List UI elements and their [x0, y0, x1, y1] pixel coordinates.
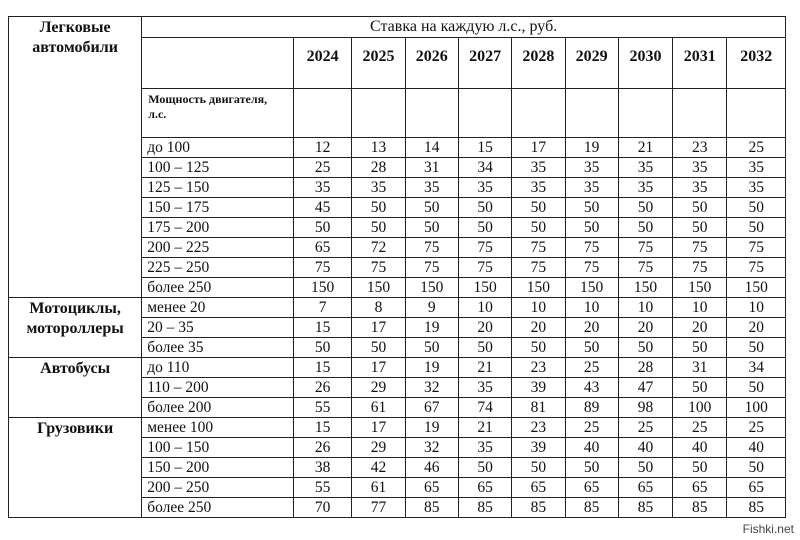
rate-value: 40 — [618, 438, 672, 458]
rate-value: 75 — [727, 258, 786, 278]
rate-value: 75 — [512, 258, 565, 278]
rate-value: 21 — [458, 418, 511, 438]
rate-value: 21 — [618, 138, 672, 158]
rate-value: 150 — [293, 278, 351, 298]
rate-value: 35 — [565, 178, 618, 198]
rate-value: 35 — [727, 178, 786, 198]
rate-value: 28 — [618, 358, 672, 378]
rate-value: 50 — [673, 218, 727, 238]
rate-value: 19 — [565, 138, 618, 158]
category-cell: Грузовики — [9, 418, 142, 518]
blank-cell — [352, 89, 405, 138]
rate-value: 25 — [727, 138, 786, 158]
rate-value: 28 — [352, 158, 405, 178]
rate-value: 10 — [727, 298, 786, 318]
rate-value: 85 — [673, 498, 727, 518]
rate-value: 75 — [405, 238, 458, 258]
category-cell: Легковые автомобили — [9, 17, 142, 298]
rate-value: 50 — [673, 338, 727, 358]
rate-value: 29 — [352, 438, 405, 458]
rate-value: 50 — [727, 458, 786, 478]
rate-value: 19 — [405, 418, 458, 438]
rate-value: 35 — [673, 158, 727, 178]
power-label: Мощность двигателя, л.с. — [142, 89, 294, 138]
rate-value: 85 — [458, 498, 511, 518]
rate-value: 47 — [618, 378, 672, 398]
rate-value: 150 — [673, 278, 727, 298]
rate-value: 34 — [727, 358, 786, 378]
rate-value: 75 — [565, 238, 618, 258]
rate-value: 23 — [673, 138, 727, 158]
rate-value: 39 — [512, 438, 565, 458]
rate-value: 12 — [293, 138, 351, 158]
rate-value: 50 — [458, 198, 511, 218]
rate-value: 65 — [673, 478, 727, 498]
rate-value: 20 — [512, 318, 565, 338]
rate-value: 75 — [293, 258, 351, 278]
rate-value: 40 — [727, 438, 786, 458]
table-row — [9, 358, 786, 378]
power-range: 200 – 225 — [142, 238, 294, 258]
rate-value: 150 — [458, 278, 511, 298]
rate-value: 75 — [673, 238, 727, 258]
rate-value: 50 — [293, 338, 351, 358]
rate-value: 75 — [458, 238, 511, 258]
year-header: 2025 — [352, 38, 405, 89]
rate-value: 20 — [458, 318, 511, 338]
rate-value: 65 — [293, 238, 351, 258]
rate-value: 70 — [293, 498, 351, 518]
rate-value: 26 — [293, 438, 351, 458]
power-range: 100 – 150 — [142, 438, 294, 458]
rate-value: 85 — [405, 498, 458, 518]
rate-value: 8 — [352, 298, 405, 318]
watermark: Fishki.net — [742, 522, 794, 536]
rate-value: 77 — [352, 498, 405, 518]
rate-value: 150 — [565, 278, 618, 298]
rate-value: 35 — [512, 178, 565, 198]
rate-value: 35 — [512, 158, 565, 178]
rate-value: 50 — [458, 218, 511, 238]
rate-value: 25 — [565, 418, 618, 438]
rate-value: 19 — [405, 358, 458, 378]
power-range: 100 – 125 — [142, 158, 294, 178]
rate-value: 19 — [405, 318, 458, 338]
rate-value: 15 — [458, 138, 511, 158]
rate-value: 29 — [352, 378, 405, 398]
rate-value: 14 — [405, 138, 458, 158]
blank-cell — [618, 89, 672, 138]
rate-value: 25 — [565, 358, 618, 378]
rate-value: 50 — [293, 218, 351, 238]
rate-value: 50 — [512, 338, 565, 358]
rate-value: 100 — [727, 398, 786, 418]
rate-value: 45 — [293, 198, 351, 218]
rate-value: 50 — [565, 458, 618, 478]
year-header: 2032 — [727, 38, 786, 89]
rate-value: 9 — [405, 298, 458, 318]
blank-cell — [293, 89, 351, 138]
category-cell: Мотоциклы, мотороллеры — [9, 298, 142, 358]
table-row — [9, 418, 786, 438]
rate-value: 35 — [458, 178, 511, 198]
power-range: 225 – 250 — [142, 258, 294, 278]
rate-value: 50 — [565, 198, 618, 218]
rate-value: 50 — [618, 198, 672, 218]
rate-value: 50 — [458, 458, 511, 478]
rate-value: 50 — [618, 338, 672, 358]
rate-value: 150 — [405, 278, 458, 298]
year-header: 2031 — [673, 38, 727, 89]
rate-value: 32 — [405, 378, 458, 398]
rate-value: 61 — [352, 398, 405, 418]
rate-value: 35 — [352, 178, 405, 198]
rate-value: 65 — [405, 478, 458, 498]
rate-value: 17 — [352, 318, 405, 338]
blank-cell — [727, 89, 786, 138]
power-range: менее 20 — [142, 298, 294, 318]
rate-value: 55 — [293, 398, 351, 418]
blank-cell — [512, 89, 565, 138]
rate-value: 65 — [565, 478, 618, 498]
rate-value: 23 — [512, 418, 565, 438]
power-range: 200 – 250 — [142, 478, 294, 498]
rate-value: 34 — [458, 158, 511, 178]
rate-title: Ставка на каждую л.с., руб. — [142, 17, 786, 38]
rate-value: 75 — [458, 258, 511, 278]
rate-value: 17 — [512, 138, 565, 158]
rate-value: 35 — [618, 178, 672, 198]
year-header: 2027 — [458, 38, 511, 89]
rate-value: 65 — [618, 478, 672, 498]
rate-value: 35 — [405, 178, 458, 198]
rate-value: 75 — [618, 258, 672, 278]
rate-value: 35 — [673, 178, 727, 198]
rate-value: 21 — [458, 358, 511, 378]
rate-value: 35 — [458, 438, 511, 458]
blank-cell — [405, 89, 458, 138]
power-range: 150 – 200 — [142, 458, 294, 478]
rate-value: 20 — [727, 318, 786, 338]
power-range: до 100 — [142, 138, 294, 158]
rate-value: 50 — [405, 198, 458, 218]
rate-value: 25 — [727, 418, 786, 438]
year-header: 2026 — [405, 38, 458, 89]
rate-value: 35 — [618, 158, 672, 178]
rate-value: 43 — [565, 378, 618, 398]
rate-value: 75 — [673, 258, 727, 278]
blank-header-cell — [142, 38, 294, 89]
power-range: более 250 — [142, 278, 294, 298]
table-body — [9, 17, 786, 518]
table-row — [9, 298, 786, 318]
rate-value: 61 — [352, 478, 405, 498]
year-header: 2024 — [293, 38, 351, 89]
power-range: 125 – 150 — [142, 178, 294, 198]
rate-value: 7 — [293, 298, 351, 318]
rate-value: 55 — [293, 478, 351, 498]
rate-value: 13 — [352, 138, 405, 158]
rate-value: 26 — [293, 378, 351, 398]
rate-value: 75 — [352, 258, 405, 278]
rate-value: 72 — [352, 238, 405, 258]
rate-value: 50 — [618, 458, 672, 478]
power-range: 20 – 35 — [142, 318, 294, 338]
rate-value: 20 — [673, 318, 727, 338]
rate-value: 32 — [405, 438, 458, 458]
power-range: 110 – 200 — [142, 378, 294, 398]
rate-value: 15 — [293, 358, 351, 378]
rate-value: 74 — [458, 398, 511, 418]
category-cell: Автобусы — [9, 358, 142, 418]
rate-value: 150 — [618, 278, 672, 298]
rate-value: 50 — [512, 458, 565, 478]
rate-value: 65 — [727, 478, 786, 498]
rate-value: 20 — [618, 318, 672, 338]
rate-value: 75 — [565, 258, 618, 278]
rate-value: 10 — [618, 298, 672, 318]
rate-value: 10 — [458, 298, 511, 318]
rate-value: 50 — [673, 198, 727, 218]
rate-value: 40 — [565, 438, 618, 458]
rate-value: 50 — [673, 458, 727, 478]
rate-value: 35 — [727, 158, 786, 178]
power-range: 175 – 200 — [142, 218, 294, 238]
rate-value: 23 — [512, 358, 565, 378]
power-range: 150 – 175 — [142, 198, 294, 218]
rate-value: 65 — [458, 478, 511, 498]
rate-value: 35 — [293, 178, 351, 198]
rate-value: 46 — [405, 458, 458, 478]
rate-value: 50 — [512, 218, 565, 238]
rate-value: 89 — [565, 398, 618, 418]
power-range: менее 100 — [142, 418, 294, 438]
rate-value: 75 — [618, 238, 672, 258]
rate-value: 50 — [512, 198, 565, 218]
rate-value: 50 — [727, 198, 786, 218]
rate-value: 50 — [727, 218, 786, 238]
rate-value: 75 — [405, 258, 458, 278]
year-header: 2029 — [565, 38, 618, 89]
rate-value: 17 — [352, 358, 405, 378]
rate-value: 25 — [673, 418, 727, 438]
rate-value: 50 — [352, 218, 405, 238]
rate-value: 50 — [352, 338, 405, 358]
power-range: до 110 — [142, 358, 294, 378]
rate-value: 10 — [673, 298, 727, 318]
header-row-rate — [9, 17, 786, 38]
rate-value: 50 — [727, 338, 786, 358]
year-header: 2030 — [618, 38, 672, 89]
rate-value: 42 — [352, 458, 405, 478]
rate-value: 50 — [565, 218, 618, 238]
rate-value: 25 — [618, 418, 672, 438]
rate-value: 31 — [405, 158, 458, 178]
rate-value: 50 — [458, 338, 511, 358]
rate-value: 35 — [458, 378, 511, 398]
rate-value: 38 — [293, 458, 351, 478]
year-header: 2028 — [512, 38, 565, 89]
rate-value: 50 — [727, 378, 786, 398]
rate-value: 150 — [352, 278, 405, 298]
rate-value: 50 — [618, 218, 672, 238]
rate-value: 98 — [618, 398, 672, 418]
blank-cell — [673, 89, 727, 138]
rate-value: 40 — [673, 438, 727, 458]
rate-value: 15 — [293, 318, 351, 338]
tax-rate-table — [8, 16, 786, 518]
rate-value: 85 — [565, 498, 618, 518]
power-range: более 35 — [142, 338, 294, 358]
rate-value: 50 — [352, 198, 405, 218]
rate-value: 50 — [405, 218, 458, 238]
power-range: более 200 — [142, 398, 294, 418]
rate-value: 15 — [293, 418, 351, 438]
rate-value: 100 — [673, 398, 727, 418]
rate-value: 67 — [405, 398, 458, 418]
rate-value: 31 — [673, 358, 727, 378]
rate-value: 85 — [727, 498, 786, 518]
rate-value: 65 — [512, 478, 565, 498]
rate-value: 85 — [618, 498, 672, 518]
rate-value: 10 — [512, 298, 565, 318]
rate-value: 150 — [512, 278, 565, 298]
blank-cell — [458, 89, 511, 138]
rate-value: 75 — [512, 238, 565, 258]
rate-value: 25 — [293, 158, 351, 178]
rate-value: 81 — [512, 398, 565, 418]
rate-value: 39 — [512, 378, 565, 398]
rate-value: 50 — [405, 338, 458, 358]
rate-value: 50 — [565, 338, 618, 358]
rate-value: 35 — [565, 158, 618, 178]
rate-value: 10 — [565, 298, 618, 318]
rate-value: 50 — [673, 378, 727, 398]
rate-value: 150 — [727, 278, 786, 298]
rate-value: 85 — [512, 498, 565, 518]
rate-value: 17 — [352, 418, 405, 438]
rate-value: 20 — [565, 318, 618, 338]
rate-value: 75 — [727, 238, 786, 258]
blank-cell — [565, 89, 618, 138]
power-range: более 250 — [142, 498, 294, 518]
